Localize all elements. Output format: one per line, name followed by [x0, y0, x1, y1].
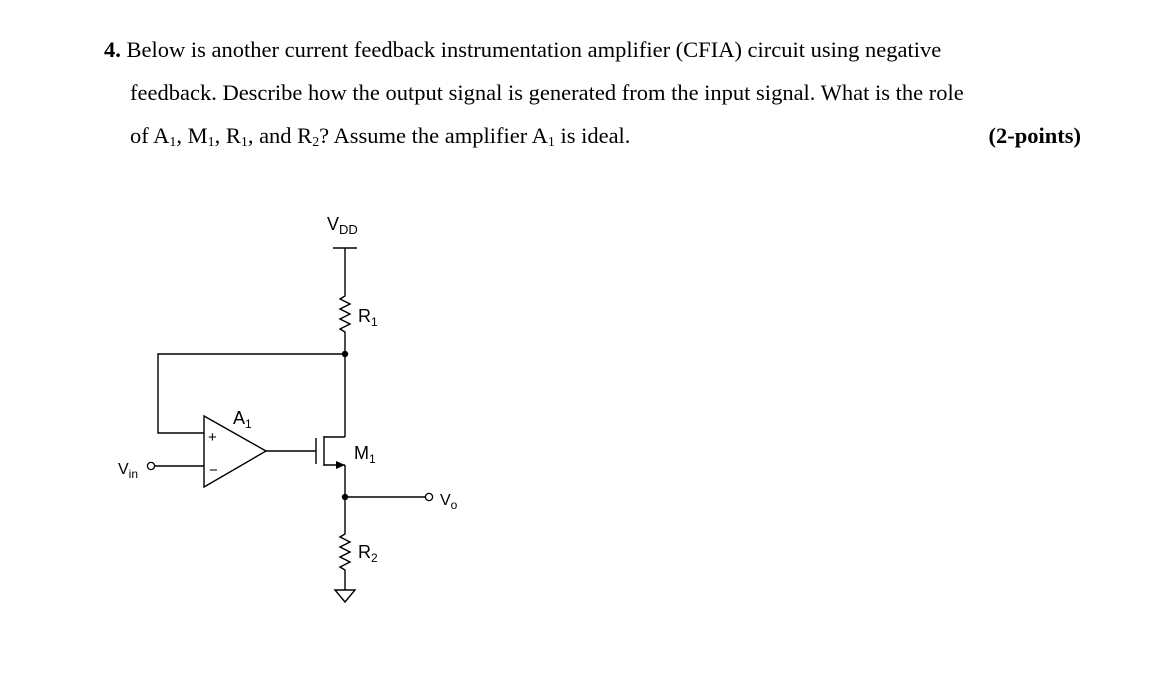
m1-source-arrow — [336, 461, 345, 469]
vin-terminal — [147, 462, 154, 469]
vo-label: $V_o$ — [440, 492, 458, 512]
vdd-label: $V_{DD}$ — [327, 214, 358, 237]
vo-terminal — [425, 493, 432, 500]
question-text-line-2: feedback. Describe how the output signal is generated from the input signal. What is the role — [130, 80, 964, 105]
points-label: (2-points) — [988, 123, 1081, 148]
r1-resistor — [340, 292, 350, 338]
r2-resistor — [340, 530, 350, 576]
ground-symbol — [335, 590, 355, 602]
r2-label: $R_2$ — [358, 542, 378, 565]
vin-label: $V_{in}$ — [118, 461, 139, 481]
question-text-line-1: Below is another current feedback instrumentation amplifier (CFIA) circuit using negative — [126, 37, 942, 62]
plus-sign: + — [208, 429, 217, 446]
node-output-dot — [342, 494, 348, 500]
minus-sign: − — [209, 462, 218, 479]
a1-label: $A_1$ — [233, 408, 252, 431]
question-text-line-3: of $A_1$, $M_1$, $R_1$, and $R_2$? Assume the amplifier $A_1$ is ideal. — [130, 123, 631, 150]
r1-label: $R_1$ — [358, 306, 378, 329]
node-drain-dot — [342, 351, 348, 357]
m1-label: $M_1$ — [354, 443, 376, 466]
question-number: 4. — [104, 37, 121, 62]
